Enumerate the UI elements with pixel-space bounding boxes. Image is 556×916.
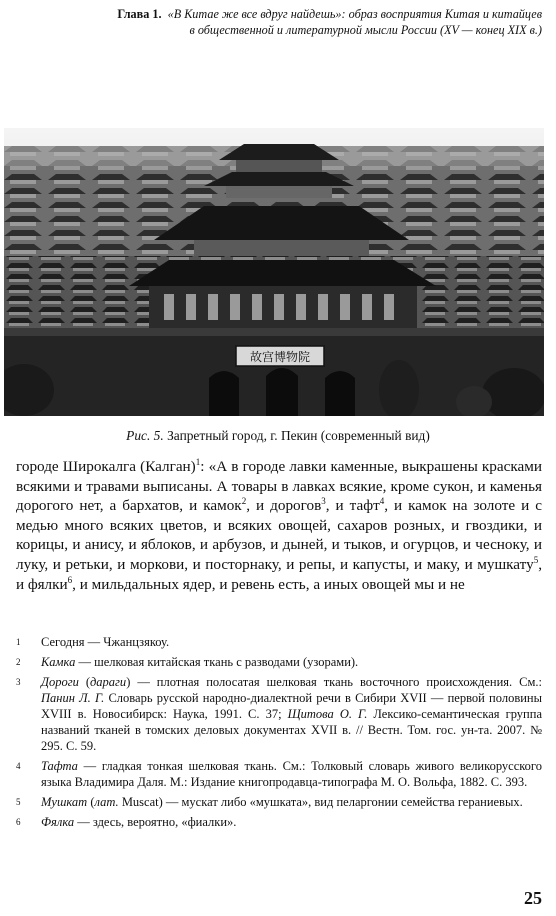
footnote-text: — гладкая тонкая шелковая ткань. См.: Толковый словарь живого великорусского языка Владимира Даля. М.: Издание книгопродавца-типографа М. О. Вольфа, 1882. С. 393. xyxy=(41,759,542,789)
footnote-number: 5 xyxy=(16,797,21,807)
body-text-run: городе Широкалга (Калган) xyxy=(16,458,196,475)
footnote-term: Камка xyxy=(41,655,76,669)
footnote-text: — здесь, вероятно, «фиалки». xyxy=(74,815,237,829)
footnote-ref-5[interactable]: 5 xyxy=(533,554,539,565)
chapter-label: Глава 1. xyxy=(117,7,162,21)
footnote-6 xyxy=(16,814,542,830)
footnote-term: Фялка xyxy=(41,815,75,829)
figure-caption xyxy=(0,428,556,444)
footnote-2 xyxy=(16,654,542,670)
footnote-term-variant: лат. xyxy=(94,795,119,809)
footnote-ref-2[interactable]: 2 xyxy=(241,496,247,507)
footnote-ref-4[interactable]: 4 xyxy=(379,496,385,507)
gate-plaque-text: 故宫博物院 xyxy=(249,350,311,364)
footnote-number: 1 xyxy=(16,637,21,647)
chapter-title-part-2: в общественной и литературной мысли России (XV — конец XIX в.) xyxy=(189,23,542,37)
footnote-ref-1[interactable]: 1 xyxy=(195,456,201,467)
footnote-text: Лексико-семантическая группа названий тканей в томских деловых документах XVII в. // Вестн. Том. гос. ун-та. 2007. № 295. С. 59. xyxy=(41,707,542,753)
footnote-text: Сегодня — Чжанцзякоу. xyxy=(41,635,170,649)
body-paragraph xyxy=(16,457,542,594)
body-text-run: , и мильдальных ядер, и ревень есть, а иных овощей мы и не xyxy=(72,575,465,593)
footnote-author: Щитова О. Г. xyxy=(287,707,368,721)
footnote-ref-6[interactable]: 6 xyxy=(67,574,73,585)
footnote-4 xyxy=(16,758,542,790)
forbidden-city-photo xyxy=(4,128,544,416)
footnote-text: Словарь русской народно-диалектной речи в Сибири XVII — первой половины XVIII в. Новосибирск: Наука, 1991. С. 37; xyxy=(41,691,542,721)
footnote-text: ( xyxy=(87,795,95,809)
figure-caption-text: Запретный город, г. Пекин (современный вид) xyxy=(167,428,430,443)
footnote-number: 2 xyxy=(16,657,21,667)
footnote-term: Тафта xyxy=(41,759,78,773)
running-header xyxy=(12,6,542,38)
footnote-number: 4 xyxy=(16,761,21,771)
body-text-run: , и тафт xyxy=(325,497,380,515)
footnote-number: 3 xyxy=(16,677,21,687)
figure-caption-label: Рис. 5. xyxy=(126,428,164,443)
footnote-text: ( xyxy=(78,675,90,689)
footnote-term: Дороги xyxy=(41,675,79,689)
page-number: 25 xyxy=(524,888,542,908)
footnote-1 xyxy=(16,634,542,650)
body-text-run: , и камок на золоте и с медью много всяких цветов, и всяких овощей, сахаров розных, и гвоздики, и корицы, и анису, и яблоков, и арбузов, и дыней, и тыков, и огурцов, и чесноку, и луку, и ретьки, и моркови, и посторнаку, и репы, и капусты, и маку, и мушкату xyxy=(16,497,542,573)
footnote-text: ) — плотная полосатая шелковая ткань восточного происхождения. См.: xyxy=(126,675,542,689)
footnote-3 xyxy=(16,674,542,754)
chapter-title-part-1: «В Китае же все вдруг найдешь»: образ восприятия Китая и китайцев xyxy=(167,7,542,21)
footnote-term: Мушкат xyxy=(41,795,88,809)
footnotes xyxy=(16,634,542,834)
footnote-ref-3[interactable]: 3 xyxy=(321,496,326,507)
body-text-run: : «А в городе лавки каменные, выкрашены красками всякими и травами выписаны. А товары в лавках всякие, кроме сукон, и каменья дорогого нет, а бархатов, и камок xyxy=(16,458,542,515)
footnote-text: Muscat) — мускат либо «мушката», вид пеларгонии семейства гераниевых. xyxy=(118,795,523,809)
photo-illustration xyxy=(4,128,544,416)
body-text-run: , и фялки xyxy=(16,555,542,593)
footnote-text: — шелковая китайская ткань с разводами (узорами). xyxy=(75,655,359,669)
footnote-5 xyxy=(16,794,542,810)
running-header-line-1 xyxy=(12,6,542,22)
footnote-number: 6 xyxy=(16,817,21,827)
footnote-term-variant: дараги xyxy=(89,675,127,689)
body-text-run: , и дорогов xyxy=(246,497,322,515)
footnote-author: Панин Л. Г. xyxy=(41,691,105,705)
body-text xyxy=(16,457,542,594)
